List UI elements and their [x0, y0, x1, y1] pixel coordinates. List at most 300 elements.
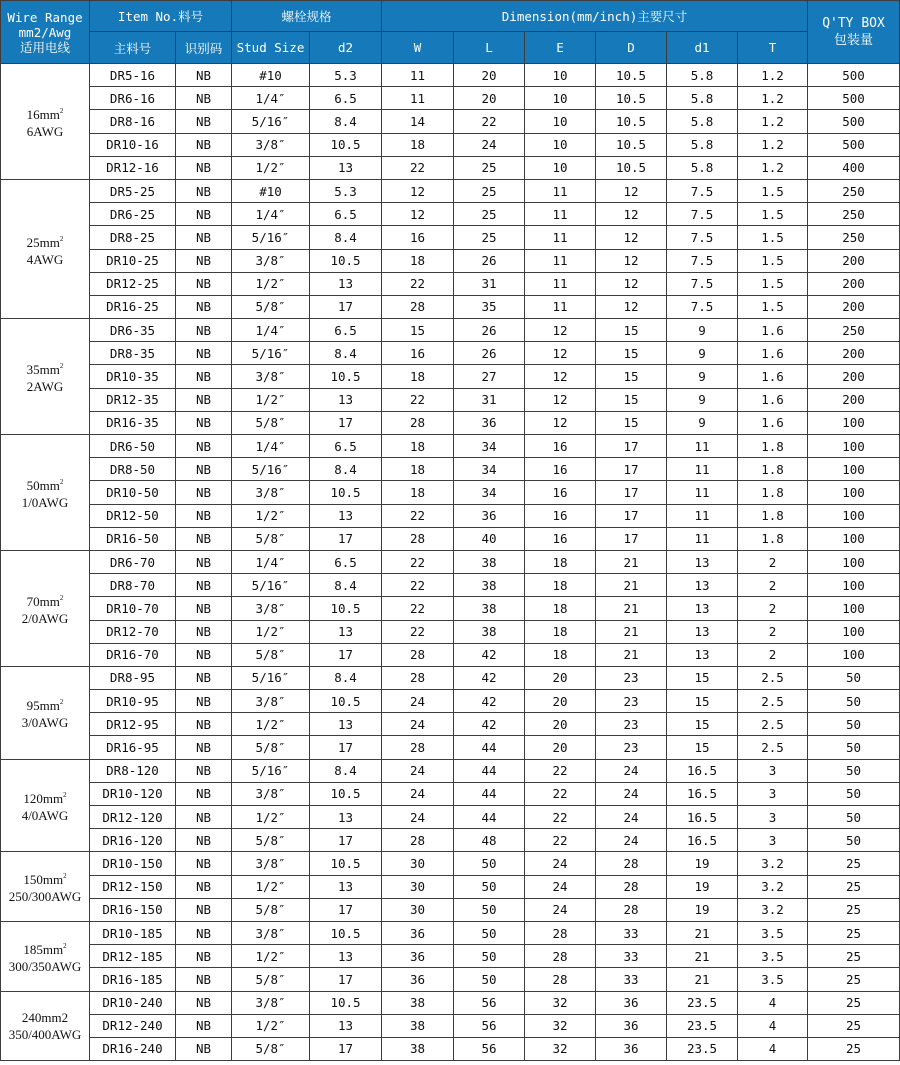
table-row: [1, 921, 900, 944]
t-cell: 2.5: [738, 690, 808, 713]
e-cell: 28: [525, 968, 596, 991]
t-cell: 1.5: [738, 295, 808, 318]
t-cell: 4: [738, 991, 808, 1014]
d1-cell: 16.5: [667, 782, 738, 805]
w-cell: 24: [382, 759, 454, 782]
header-d1: d1: [667, 32, 738, 64]
table-row: [1, 829, 900, 852]
e-cell: 18: [525, 620, 596, 643]
d2-cell: 13: [310, 713, 382, 736]
qty-cell: 100: [808, 597, 900, 620]
t-cell: 1.6: [738, 365, 808, 388]
l-cell: 38: [454, 550, 525, 573]
w-cell: 30: [382, 875, 454, 898]
d-cell: 17: [596, 527, 667, 550]
t-cell: 1.2: [738, 64, 808, 87]
e-cell: 11: [525, 249, 596, 272]
w-cell: 36: [382, 921, 454, 944]
part-no-cell: DR10-95: [90, 690, 176, 713]
d-cell: 15: [596, 342, 667, 365]
wire-mm-superscript: 2: [59, 477, 64, 486]
d1-cell: 11: [667, 527, 738, 550]
stud-size-cell: 5/8″: [232, 643, 310, 666]
w-cell: 36: [382, 945, 454, 968]
e-cell: 28: [525, 945, 596, 968]
e-cell: 16: [525, 481, 596, 504]
d-cell: 17: [596, 481, 667, 504]
stud-size-cell: 3/8″: [232, 133, 310, 156]
ident-code-cell: NB: [176, 249, 232, 272]
header-qty-box: [808, 1, 900, 64]
stud-size-cell: 5/8″: [232, 295, 310, 318]
l-cell: 38: [454, 574, 525, 597]
part-no-cell: DR8-95: [90, 666, 176, 689]
e-cell: 20: [525, 713, 596, 736]
wire-mm: 70mm: [26, 593, 60, 609]
stud-size-cell: 3/8″: [232, 852, 310, 875]
wire-mm: 16mm: [26, 106, 60, 122]
part-no-cell: DR16-95: [90, 736, 176, 759]
part-no-cell: DR10-35: [90, 365, 176, 388]
qty-cell: 200: [808, 365, 900, 388]
d2-cell: 17: [310, 527, 382, 550]
e-cell: 22: [525, 829, 596, 852]
d-cell: 10.5: [596, 64, 667, 87]
d-cell: 21: [596, 550, 667, 573]
table-row: [1, 574, 900, 597]
header-item-no: Item No.料号: [90, 1, 232, 32]
w-cell: 22: [382, 504, 454, 527]
wire-awg: 3/0AWG: [21, 715, 69, 731]
d1-cell: 21: [667, 968, 738, 991]
qty-cell: 25: [808, 898, 900, 921]
e-cell: 12: [525, 411, 596, 434]
e-cell: 20: [525, 666, 596, 689]
l-cell: 20: [454, 64, 525, 87]
stud-size-cell: 3/8″: [232, 365, 310, 388]
stud-size-cell: #10: [232, 179, 310, 202]
part-no-cell: DR10-150: [90, 852, 176, 875]
t-cell: 3.2: [738, 875, 808, 898]
t-cell: 2: [738, 620, 808, 643]
qty-cell: 100: [808, 550, 900, 573]
l-cell: 26: [454, 319, 525, 342]
d2-cell: 8.4: [310, 759, 382, 782]
d2-cell: 8.4: [310, 458, 382, 481]
part-no-cell: DR8-25: [90, 226, 176, 249]
d1-cell: 16.5: [667, 806, 738, 829]
e-cell: 18: [525, 550, 596, 573]
l-cell: 50: [454, 898, 525, 921]
t-cell: 1.2: [738, 133, 808, 156]
e-cell: 32: [525, 1037, 596, 1060]
d2-cell: 13: [310, 156, 382, 179]
table-row: [1, 713, 900, 736]
d-cell: 17: [596, 458, 667, 481]
d1-cell: 19: [667, 898, 738, 921]
stud-size-cell: 1/2″: [232, 272, 310, 295]
d-cell: 23: [596, 690, 667, 713]
t-cell: 3.5: [738, 968, 808, 991]
e-cell: 11: [525, 272, 596, 295]
qty-cell: 25: [808, 968, 900, 991]
qty-cell: 100: [808, 481, 900, 504]
header-l: L: [454, 32, 525, 64]
d1-cell: 16.5: [667, 829, 738, 852]
d1-cell: 5.8: [667, 133, 738, 156]
qty-cell: 25: [808, 1014, 900, 1037]
w-cell: 38: [382, 1014, 454, 1037]
d1-cell: 11: [667, 458, 738, 481]
table-row: [1, 597, 900, 620]
header-e: E: [525, 32, 596, 64]
qty-cell: 200: [808, 272, 900, 295]
qty-cell: 200: [808, 295, 900, 318]
w-cell: 28: [382, 666, 454, 689]
header-d2: d2: [310, 32, 382, 64]
table-row: [1, 133, 900, 156]
d1-cell: 9: [667, 342, 738, 365]
part-no-cell: DR12-70: [90, 620, 176, 643]
ident-code-cell: NB: [176, 435, 232, 458]
table-row: [1, 1014, 900, 1037]
stud-size-cell: 1/2″: [232, 1014, 310, 1037]
t-cell: 1.5: [738, 272, 808, 295]
wire-mm: 95mm: [26, 698, 60, 714]
stud-size-cell: 5/8″: [232, 898, 310, 921]
t-cell: 1.5: [738, 203, 808, 226]
stud-size-cell: 1/2″: [232, 620, 310, 643]
e-cell: 24: [525, 852, 596, 875]
wire-range-cell: [1, 852, 90, 922]
l-cell: 25: [454, 156, 525, 179]
qty-cell: 100: [808, 527, 900, 550]
header-part-no: 主料号: [90, 32, 176, 64]
w-cell: 16: [382, 226, 454, 249]
e-cell: 22: [525, 782, 596, 805]
d1-cell: 15: [667, 666, 738, 689]
wire-mm-superscript: 2: [59, 106, 64, 115]
part-no-cell: DR5-25: [90, 179, 176, 202]
t-cell: 1.5: [738, 226, 808, 249]
d-cell: 21: [596, 574, 667, 597]
t-cell: 1.8: [738, 481, 808, 504]
ident-code-cell: NB: [176, 411, 232, 434]
wire-range-cell: [1, 179, 90, 318]
e-cell: 11: [525, 203, 596, 226]
d1-cell: 11: [667, 481, 738, 504]
d1-cell: 11: [667, 435, 738, 458]
l-cell: 20: [454, 87, 525, 110]
e-cell: 10: [525, 110, 596, 133]
part-no-cell: DR16-50: [90, 527, 176, 550]
qty-cell: 100: [808, 574, 900, 597]
part-no-cell: DR10-240: [90, 991, 176, 1014]
t-cell: 1.6: [738, 411, 808, 434]
l-cell: 42: [454, 713, 525, 736]
ident-code-cell: NB: [176, 504, 232, 527]
l-cell: 25: [454, 226, 525, 249]
d-cell: 12: [596, 179, 667, 202]
stud-size-cell: 1/4″: [232, 550, 310, 573]
d-cell: 15: [596, 319, 667, 342]
table-row: [1, 782, 900, 805]
ident-code-cell: NB: [176, 527, 232, 550]
e-cell: 10: [525, 87, 596, 110]
l-cell: 34: [454, 481, 525, 504]
d2-cell: 13: [310, 875, 382, 898]
wire-mm-superscript: 2: [63, 941, 67, 950]
e-cell: 12: [525, 365, 596, 388]
d1-cell: 7.5: [667, 179, 738, 202]
d2-cell: 17: [310, 1037, 382, 1060]
ident-code-cell: NB: [176, 806, 232, 829]
d-cell: 10.5: [596, 110, 667, 133]
e-cell: 11: [525, 295, 596, 318]
table-row: [1, 342, 900, 365]
wire-awg: 300/350AWG: [8, 958, 82, 974]
part-no-cell: DR16-35: [90, 411, 176, 434]
table-row: [1, 388, 900, 411]
d2-cell: 10.5: [310, 921, 382, 944]
w-cell: 18: [382, 249, 454, 272]
t-cell: 1.8: [738, 504, 808, 527]
wire-mm-superscript: 2: [59, 234, 64, 243]
t-cell: 2.5: [738, 713, 808, 736]
ident-code-cell: NB: [176, 713, 232, 736]
part-no-cell: DR12-35: [90, 388, 176, 411]
stud-size-cell: 5/8″: [232, 1037, 310, 1060]
d1-cell: 5.8: [667, 110, 738, 133]
l-cell: 42: [454, 690, 525, 713]
d1-cell: 21: [667, 921, 738, 944]
l-cell: 24: [454, 133, 525, 156]
part-no-cell: DR5-16: [90, 64, 176, 87]
d2-cell: 13: [310, 388, 382, 411]
qty-cell: 500: [808, 64, 900, 87]
part-no-cell: DR12-16: [90, 156, 176, 179]
table-row: [1, 898, 900, 921]
part-no-cell: DR16-25: [90, 295, 176, 318]
w-cell: 24: [382, 782, 454, 805]
wire-awg: 2AWG: [26, 379, 64, 395]
e-cell: 18: [525, 643, 596, 666]
w-cell: 22: [382, 620, 454, 643]
part-no-cell: DR12-240: [90, 1014, 176, 1037]
d2-cell: 6.5: [310, 203, 382, 226]
stud-size-cell: 1/2″: [232, 504, 310, 527]
table-row: [1, 806, 900, 829]
d2-cell: 6.5: [310, 435, 382, 458]
l-cell: 48: [454, 829, 525, 852]
wire-range-cell: [1, 991, 90, 1061]
wire-awg: 4AWG: [26, 251, 64, 267]
d2-cell: 10.5: [310, 481, 382, 504]
l-cell: 56: [454, 991, 525, 1014]
wire-range-cell: [1, 550, 90, 666]
header-dimension: Dimension(mm/inch)主要尺寸: [382, 1, 808, 32]
t-cell: 1.2: [738, 87, 808, 110]
ident-code-cell: NB: [176, 597, 232, 620]
t-cell: 1.5: [738, 249, 808, 272]
d1-cell: 13: [667, 597, 738, 620]
part-no-cell: DR8-70: [90, 574, 176, 597]
d2-cell: 17: [310, 411, 382, 434]
header-wire-range-text: Wire Range mm2/Awg 适用电线: [7, 9, 83, 55]
stud-size-cell: 3/8″: [232, 782, 310, 805]
d-cell: 36: [596, 1014, 667, 1037]
table-row: [1, 550, 900, 573]
stud-size-cell: 3/8″: [232, 249, 310, 272]
wire-mm: 150mm: [23, 872, 64, 888]
table-row: [1, 179, 900, 202]
ident-code-cell: NB: [176, 295, 232, 318]
t-cell: 2: [738, 574, 808, 597]
stud-size-cell: #10: [232, 64, 310, 87]
stud-size-cell: 5/8″: [232, 411, 310, 434]
l-cell: 27: [454, 365, 525, 388]
qty-cell: 500: [808, 110, 900, 133]
ident-code-cell: NB: [176, 736, 232, 759]
l-cell: 36: [454, 411, 525, 434]
d1-cell: 19: [667, 852, 738, 875]
table-row: [1, 226, 900, 249]
d2-cell: 13: [310, 1014, 382, 1037]
d-cell: 21: [596, 597, 667, 620]
stud-size-cell: 5/16″: [232, 458, 310, 481]
wire-range-cell: [1, 921, 90, 991]
e-cell: 12: [525, 319, 596, 342]
qty-cell: 500: [808, 133, 900, 156]
table-row: [1, 481, 900, 504]
d2-cell: 8.4: [310, 110, 382, 133]
stud-size-cell: 3/8″: [232, 481, 310, 504]
e-cell: 18: [525, 597, 596, 620]
qty-cell: 100: [808, 411, 900, 434]
d-cell: 10.5: [596, 156, 667, 179]
d2-cell: 5.3: [310, 64, 382, 87]
ident-code-cell: NB: [176, 203, 232, 226]
stud-size-cell: 5/16″: [232, 759, 310, 782]
ident-code-cell: NB: [176, 458, 232, 481]
t-cell: 3: [738, 829, 808, 852]
wire-mm-superscript: 2: [63, 791, 67, 799]
e-cell: 32: [525, 991, 596, 1014]
t-cell: 1.8: [738, 435, 808, 458]
qty-cell: 100: [808, 620, 900, 643]
d2-cell: 17: [310, 295, 382, 318]
wire-mm-superscript: 2: [59, 698, 64, 707]
w-cell: 18: [382, 365, 454, 388]
d-cell: 10.5: [596, 87, 667, 110]
ident-code-cell: NB: [176, 666, 232, 689]
d-cell: 12: [596, 226, 667, 249]
d1-cell: 7.5: [667, 272, 738, 295]
qty-cell: 200: [808, 342, 900, 365]
ident-code-cell: NB: [176, 156, 232, 179]
d2-cell: 10.5: [310, 365, 382, 388]
w-cell: 14: [382, 110, 454, 133]
w-cell: 15: [382, 319, 454, 342]
e-cell: 16: [525, 504, 596, 527]
qty-cell: 25: [808, 921, 900, 944]
l-cell: 22: [454, 110, 525, 133]
header-qty-box-text: Q'TY BOX 包装量: [822, 16, 885, 48]
d2-cell: 10.5: [310, 597, 382, 620]
l-cell: 34: [454, 458, 525, 481]
l-cell: 26: [454, 249, 525, 272]
e-cell: 11: [525, 179, 596, 202]
ident-code-cell: NB: [176, 272, 232, 295]
d2-cell: 10.5: [310, 991, 382, 1014]
d1-cell: 9: [667, 319, 738, 342]
part-no-cell: DR6-50: [90, 435, 176, 458]
d2-cell: 13: [310, 620, 382, 643]
table-row: [1, 458, 900, 481]
t-cell: 3.5: [738, 945, 808, 968]
qty-cell: 50: [808, 690, 900, 713]
t-cell: 3: [738, 759, 808, 782]
d2-cell: 10.5: [310, 690, 382, 713]
e-cell: 10: [525, 133, 596, 156]
w-cell: 30: [382, 898, 454, 921]
l-cell: 50: [454, 875, 525, 898]
stud-size-cell: 5/16″: [232, 666, 310, 689]
t-cell: 2: [738, 550, 808, 573]
ident-code-cell: NB: [176, 179, 232, 202]
part-no-cell: DR10-50: [90, 481, 176, 504]
d2-cell: 17: [310, 736, 382, 759]
stud-size-cell: 5/8″: [232, 736, 310, 759]
e-cell: 18: [525, 574, 596, 597]
part-no-cell: DR10-70: [90, 597, 176, 620]
d1-cell: 23.5: [667, 1037, 738, 1060]
d-cell: 10.5: [596, 133, 667, 156]
e-cell: 10: [525, 64, 596, 87]
table-row: [1, 643, 900, 666]
l-cell: 25: [454, 179, 525, 202]
d-cell: 21: [596, 643, 667, 666]
wire-mm: 25mm: [26, 234, 60, 250]
w-cell: 36: [382, 968, 454, 991]
d-cell: 23: [596, 736, 667, 759]
l-cell: 31: [454, 388, 525, 411]
e-cell: 32: [525, 1014, 596, 1037]
d1-cell: 15: [667, 690, 738, 713]
qty-cell: 250: [808, 203, 900, 226]
ident-code-cell: NB: [176, 852, 232, 875]
stud-size-cell: 1/2″: [232, 713, 310, 736]
w-cell: 38: [382, 991, 454, 1014]
ident-code-cell: NB: [176, 898, 232, 921]
e-cell: 16: [525, 458, 596, 481]
qty-cell: 50: [808, 782, 900, 805]
ident-code-cell: NB: [176, 388, 232, 411]
d1-cell: 7.5: [667, 226, 738, 249]
stud-size-cell: 5/16″: [232, 574, 310, 597]
e-cell: 20: [525, 690, 596, 713]
d2-cell: 8.4: [310, 574, 382, 597]
w-cell: 28: [382, 411, 454, 434]
t-cell: 2.5: [738, 666, 808, 689]
d1-cell: 13: [667, 620, 738, 643]
t-cell: 1.8: [738, 458, 808, 481]
part-no-cell: DR8-120: [90, 759, 176, 782]
d2-cell: 17: [310, 829, 382, 852]
l-cell: 50: [454, 852, 525, 875]
t-cell: 4: [738, 1014, 808, 1037]
d1-cell: 7.5: [667, 249, 738, 272]
